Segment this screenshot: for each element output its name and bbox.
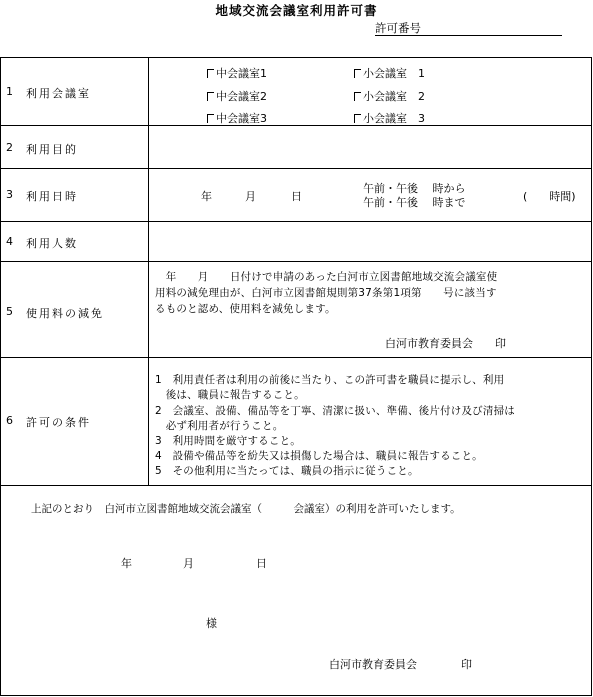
row-number: 1 [6, 85, 13, 98]
row-label [1, 169, 149, 221]
reduction-signature: 白河市教育委員会 印 [385, 337, 506, 350]
condition-line: 5 その他利用に当たっては、職員の指示に従うこと。 [155, 465, 419, 477]
row-number: 4 [6, 235, 13, 248]
row-label [1, 358, 149, 485]
time-hours: ( 時間) [523, 190, 576, 203]
issuer-signature: 白河市教育委員会 印 [329, 658, 472, 671]
conditions-list [149, 358, 591, 485]
footer-day: 日 [256, 557, 267, 570]
row-number: 5 [6, 305, 13, 318]
room-option[interactable]: 小会議室 1 [354, 65, 425, 81]
recipient-honorific: 様 [206, 617, 217, 630]
row-purpose [1, 126, 591, 169]
time-to: 午前・午後 時まで [363, 196, 466, 209]
footer-month: 月 [183, 557, 194, 570]
row-label-text: 利用目的 [26, 143, 78, 156]
row-label-text: 利用日時 [26, 190, 78, 203]
condition-line: 4 設備や備品等を紛失又は損傷した場合は、職員に報告すること。 [155, 450, 483, 462]
row-label [1, 222, 149, 261]
row-number: 3 [6, 188, 13, 201]
checkbox-icon[interactable] [207, 92, 214, 101]
row-label [1, 126, 149, 168]
date-year: 年 [201, 190, 212, 203]
row-number: 6 [6, 414, 13, 427]
checkbox-icon[interactable] [354, 69, 361, 78]
permit-number-field[interactable] [375, 35, 562, 36]
row-label-text: 使用料の減免 [26, 307, 104, 320]
footer-year: 年 [121, 557, 132, 570]
room-option[interactable]: 中会議室1 [207, 65, 267, 81]
date-month: 月 [245, 190, 256, 203]
room-option[interactable]: 小会議室 2 [354, 88, 425, 104]
permit-statement: 上記のとおり 白河市立図書館地域交流会議室（ 会議室）の利用を許可いたします。 [31, 503, 461, 515]
row-label-text: 利用会議室 [26, 87, 91, 100]
row-reduction [1, 262, 591, 358]
row-label [1, 262, 149, 357]
row-conditions [1, 358, 591, 486]
row-attendees [1, 222, 591, 262]
reduction-line: るものと認め、使用料を減免します。 [155, 303, 336, 315]
permit-form [0, 57, 592, 696]
checkbox-icon[interactable] [207, 114, 214, 123]
row-label-text: 利用人数 [26, 237, 78, 250]
document-title: 地域交流会議室利用許可書 [215, 3, 378, 18]
row-datetime [1, 169, 591, 222]
attendees-field[interactable] [149, 222, 591, 261]
permit-number-label: 許可番号 [375, 21, 421, 35]
row-label [1, 58, 149, 125]
time-from: 午前・午後 時から [363, 182, 466, 195]
reduction-line: 年 月 日付けで申請のあった白河市立図書館地域交流会議室使 [155, 271, 498, 283]
checkbox-icon[interactable] [207, 69, 214, 78]
date-day: 日 [291, 190, 302, 203]
row-number: 2 [6, 141, 13, 154]
checkbox-icon[interactable] [354, 114, 361, 123]
condition-line: 必ず利用者が行うこと。 [155, 420, 284, 432]
purpose-field[interactable] [149, 126, 591, 168]
condition-line: 後は、職員に報告すること。 [155, 389, 305, 401]
datetime-field[interactable] [149, 169, 591, 221]
reduction-text [149, 262, 591, 357]
row-label-text: 許可の条件 [26, 416, 91, 429]
condition-line: 3 利用時間を厳守すること。 [155, 435, 301, 447]
room-option[interactable]: 小会議室 3 [354, 110, 425, 126]
room-option[interactable]: 中会議室3 [207, 110, 267, 126]
checkbox-icon[interactable] [354, 92, 361, 101]
room-options [149, 58, 591, 125]
condition-line: 1 利用責任者は利用の前後に当たり、この許可書を職員に提示し、利用 [155, 374, 505, 386]
reduction-line: 用料の減免理由が、白河市立図書館規則第37条第1項第 号に該当す [155, 287, 497, 299]
room-option[interactable]: 中会議室2 [207, 88, 267, 104]
condition-line: 2 会議室、設備、備品等を丁寧、清潔に扱い、準備、後片付け及び清掃は [155, 405, 515, 417]
row-rooms [1, 58, 591, 126]
